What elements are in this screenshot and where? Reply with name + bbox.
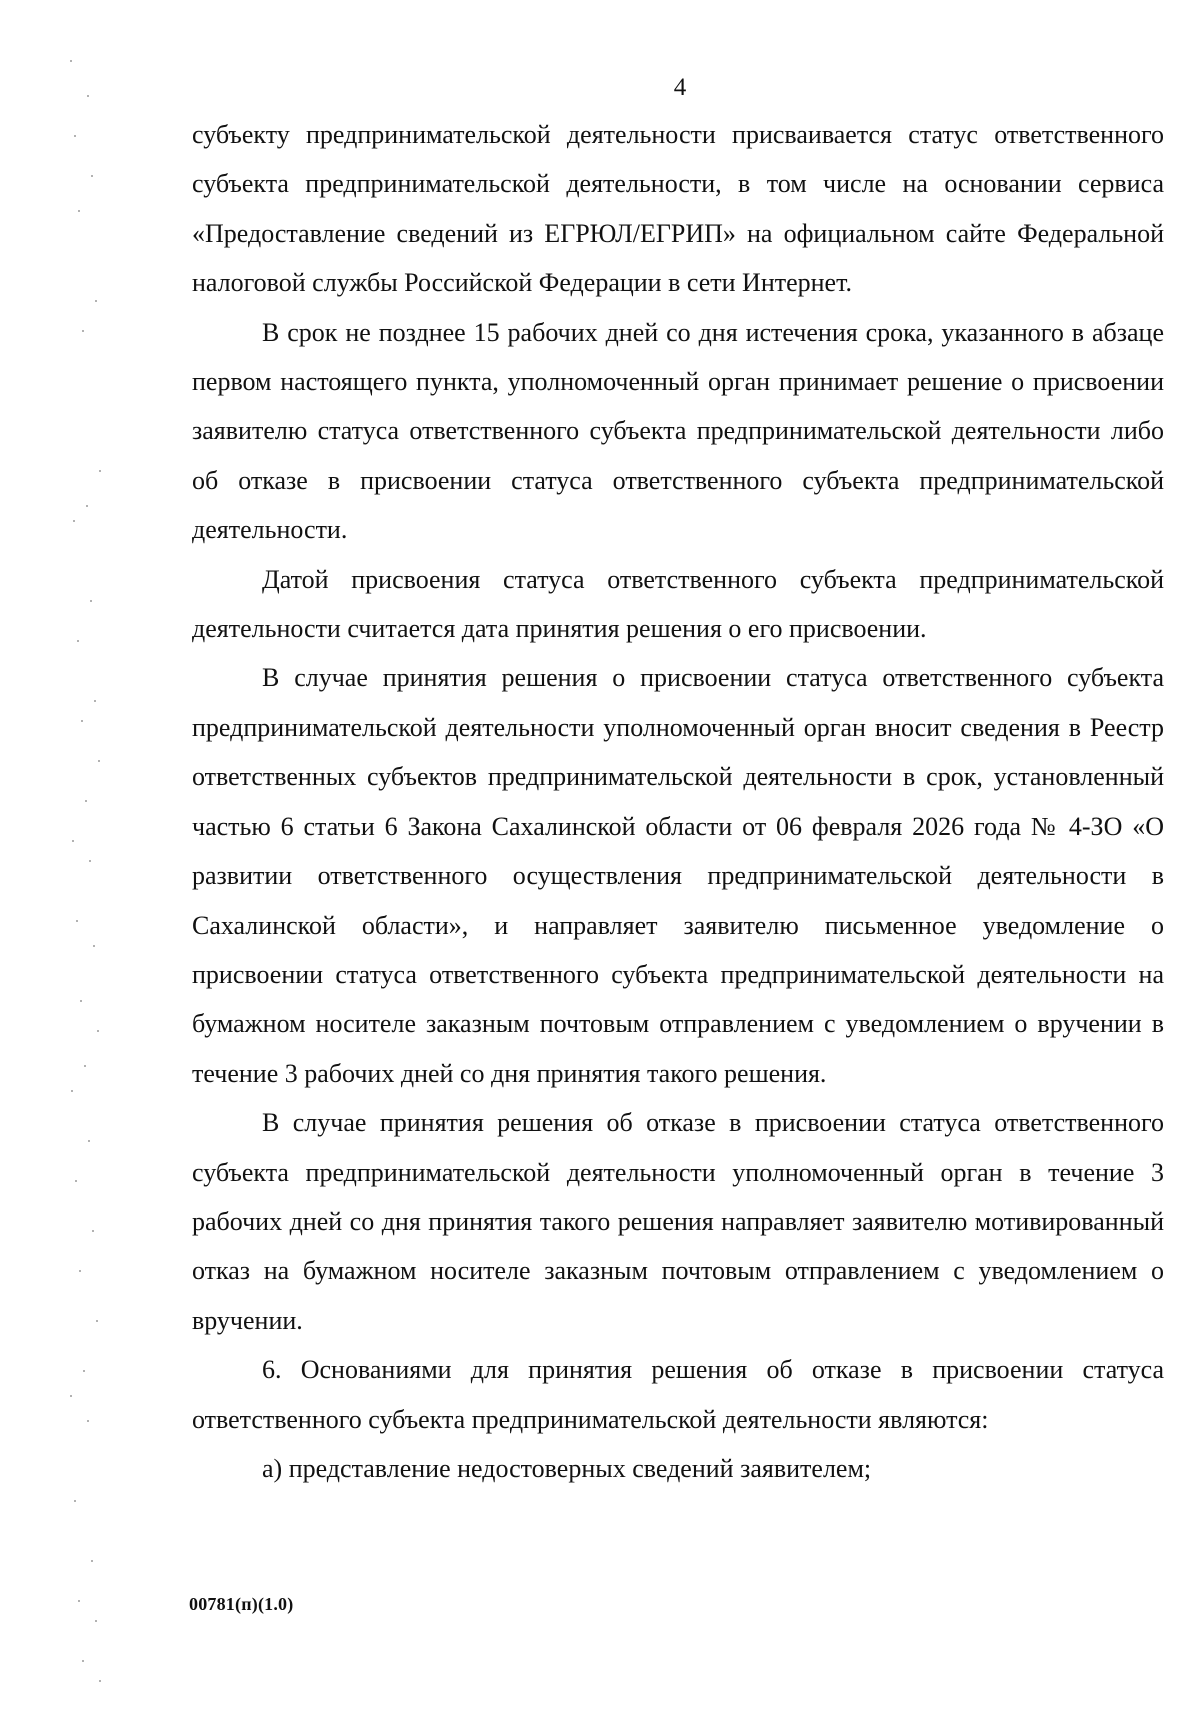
scan-speck — [95, 300, 97, 302]
scan-speck — [87, 1420, 89, 1422]
scan-speck — [81, 720, 83, 722]
scan-speck — [78, 210, 80, 212]
scan-speck — [82, 330, 84, 332]
document-body — [192, 110, 1164, 1493]
scan-speck — [80, 1000, 82, 1002]
paragraph-registry-entry: В случае принятия решения о присвоении статуса ответственного субъекта предпринимательской деятельности уполномоченный орган вносит сведения в Реестр ответственных субъектов предпринимательской деятельности в срок, установленный частью 6 статьи 6 Закона Сахалинской области от 06 февраля 2026 года № 4-ЗО «О развитии ответственного осуществления предпринимательской деятельности в Сахалинской области», и направляет заявителю письменное уведомление о присвоении статуса ответственного субъекта предпринимательской деятельности на бумажном носителе заказным почтовым отправлением с уведомлением о вручении в течение 3 рабочих дней со дня принятия такого решения. — [192, 663, 1164, 1088]
scan-speck — [91, 1560, 93, 1562]
page-number: 4 — [673, 74, 687, 101]
scan-speck — [88, 1140, 90, 1142]
scan-speck — [79, 1270, 81, 1272]
paragraph-continuation: субъекту предпринимательской деятельности присваивается статус ответственного субъекта предпринимательской деятельности, в том числе на основании сервиса «Предоставление сведений из ЕГРЮЛ/ЕГРИП» на официальном сайте Федеральной налоговой службы Российской Федерации в сети Интернет. — [192, 120, 1164, 298]
scan-speck — [77, 640, 79, 642]
scan-speck — [96, 1320, 98, 1322]
scan-speck — [74, 135, 76, 137]
scan-speck — [92, 1230, 94, 1232]
scan-speck — [82, 1660, 84, 1662]
scan-speck — [94, 700, 96, 702]
paragraph-refusal-grounds: 6. Основаниями для принятия решения об отказе в присвоении статуса ответственного субъекта предпринимательской деятельности являются: — [192, 1355, 1164, 1434]
scan-speck — [78, 1600, 80, 1602]
scan-speck — [99, 470, 101, 472]
scan-speck — [75, 1180, 77, 1182]
scan-speck — [86, 505, 88, 507]
paragraph-refusal-notice: В случае принятия решения об отказе в присвоении статуса ответственного субъекта предпринимательской деятельности уполномоченный орган в течение 3 рабочих дней со дня принятия такого решения направляет заявителю мотивированный отказ на бумажном носителе заказным почтовым отправлением с уведомлением о вручении. — [192, 1108, 1164, 1335]
scan-speck — [95, 1620, 97, 1622]
scan-speck — [97, 1030, 99, 1032]
paragraph-status-date: Датой присвоения статуса ответственного субъекта предпринимательской деятельности считается дата принятия решения о его присвоении. — [192, 564, 1164, 644]
scan-speck — [74, 1500, 76, 1502]
scan-speck — [76, 920, 78, 922]
scan-margin-noise — [70, 0, 120, 1713]
scan-speck — [83, 1370, 85, 1372]
paragraph-deadline: В срок не позднее 15 рабочих дней со дня истечения срока, указанного в абзаце первом настоящего пункта, уполномоченный орган принимает решение о присвоении заявителю статуса ответственного субъекта предпринимательской деятельности либо об отказе в присвоении статуса ответственного субъекта предпринимательской деятельности. — [192, 317, 1164, 545]
scan-speck — [71, 1090, 73, 1092]
scan-speck — [99, 1680, 101, 1682]
list-item-a: а) представление недостоверных сведений заявителем; — [262, 1453, 872, 1483]
scan-speck — [85, 800, 87, 802]
scan-speck — [91, 175, 93, 177]
scan-speck — [84, 1065, 86, 1067]
document-code: 00781(п)(1.0) — [189, 1594, 294, 1614]
scan-speck — [93, 945, 95, 947]
scan-speck — [72, 840, 74, 842]
scan-speck — [70, 1395, 72, 1397]
scan-speck — [70, 60, 72, 62]
scan-speck — [90, 600, 92, 602]
scan-speck — [73, 520, 75, 522]
scan-speck — [89, 860, 91, 862]
scan-speck — [98, 760, 100, 762]
